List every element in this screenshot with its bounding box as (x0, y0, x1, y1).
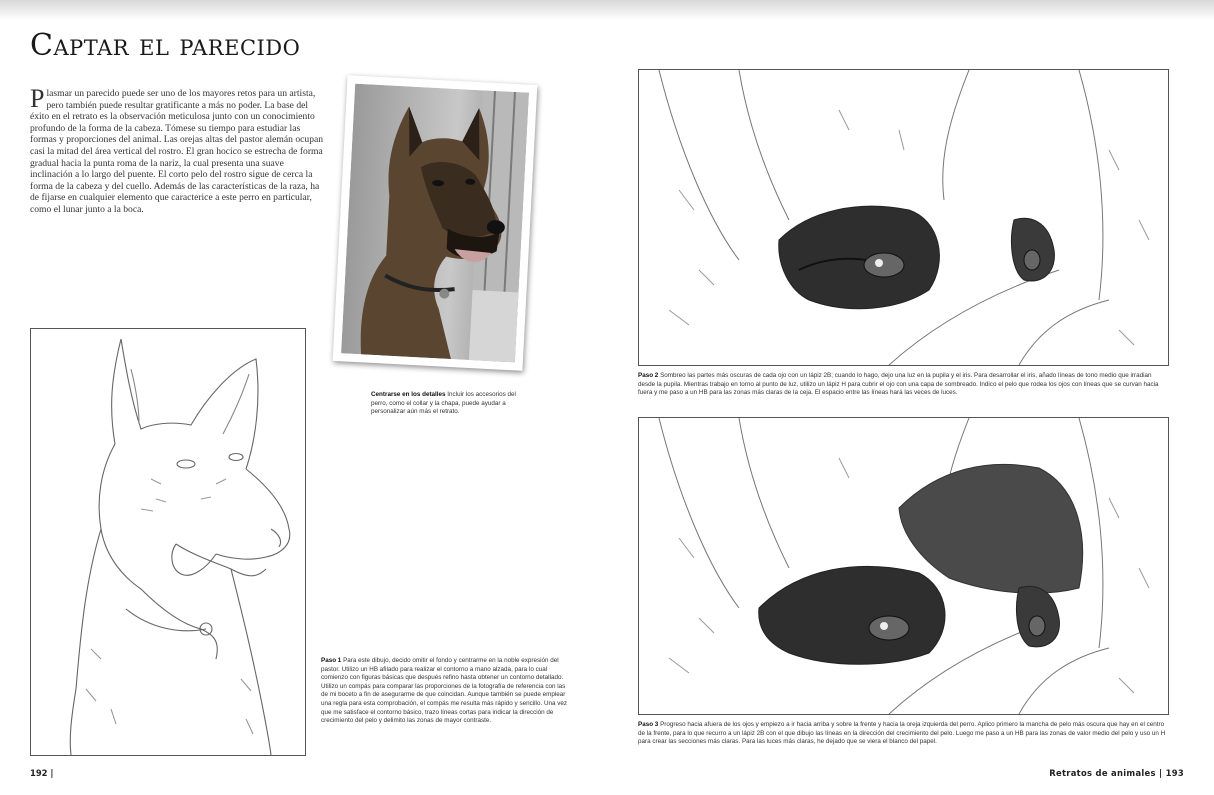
intro-text: lasmar un parecido puede ser uno de los mayores retos para un artista, pero también puede resultar gratificante a más no poder. La base del éxito en el retrato es la observación meticulosa junto con un conocimiento profundo de la forma de la cabeza. Tómese su tiempo para estudiar las formas y proporciones del animal. Las orejas altas del pastor alemán ocupan casi la mitad del área vertical del rostro. El gran hocico se estrecha de forma gradual hacia la punta roma de la nariz, la cual presenta una suave inclinación a lo largo del puente. El corto pelo del rostro sigue de cerca la forma de la cabeza y del cuello. Además de las características de la raza, ha de fijarse en cualquier elemento que caracterice a este perro en particular, como el lunar junto a la boca. (30, 88, 324, 215)
step3-drawing (638, 417, 1169, 715)
intro-paragraph (30, 84, 326, 216)
photo-caption (371, 391, 516, 417)
dog-forehead-shading-illustration (639, 418, 1168, 714)
page-number-right: Retratos de animales | 193 (1049, 768, 1184, 778)
dog-photo-illustration (341, 84, 529, 363)
step1-drawing (30, 328, 306, 756)
photo-caption-label: Centrarse en los detalles (371, 391, 446, 398)
page-title: Captar el parecido (30, 28, 301, 63)
step3-caption (638, 721, 1168, 747)
step1-text: Para este dibujo, decido omitir el fondo y centrarme en la noble expresión del pastor. Utilizo un HB afilado para realizar el contorno a mano alzada, para lo cual comienzo con figuras básicas que después refino hasta obtener un contorno detallado. Utilizo un compás para comparar las proporciones de la fotografía de referencia con las de mi boceto a fin de asegurarme de que coincidan. Aunque también se puede emplear una regla para esta comprobación, el compás me resulta más rápido y sencillo. Una vez que me satisface el contorno básico, trazo líneas cortas para indicar la dirección de crecimiento del pelo y delimito las zonas de mayor contraste. (321, 657, 568, 725)
photo-caption-text: Incluir los accesorios del perro, como el collar y la chapa, puede ayudar a personalizar aún más el retrato. (371, 391, 516, 416)
step3-label: Paso 3 (638, 721, 659, 728)
reference-photo (333, 75, 538, 371)
step1-label: Paso 1 (321, 657, 342, 664)
step2-text: Sombreo las partes más oscuras de cada ojo con un lápiz 2B; cuando lo hago, dejo una luz en la pupila y el iris. Para desarrollar el iris, añado líneas de tono medio que irradian desde la pupila. Mientras trabajo en torno al punto de luz, utilizo un lápiz H para cubrir el ojo con una capa de sombreado. Indico el pelo que rodea los ojos con líneas que se curvan hacia fuera y me paso a un HB para las zonas más claras de la ceja. El espacio entre las líneas hará las veces de luces. (638, 372, 1159, 397)
page-gutter-shadow (0, 0, 1214, 20)
page-number-left: 192 | (30, 768, 54, 778)
step2-caption (638, 372, 1168, 398)
dog-eyes-sketch-illustration (639, 70, 1168, 365)
drop-cap: P (30, 84, 45, 113)
dog-outline-illustration (31, 329, 305, 755)
step3-text: Progreso hacia afuera de los ojos y empiezo a ir hacia arriba y sobre la frente y hacia la oreja izquierda del perro. Aplico primero la mancha de pelo más oscura que hay en el centro de la frente, para lo que recurro a un lápiz 2B con el que dibujo las líneas en la dirección del crecimiento del pelo. Luego me paso a un HB para las zonas de valor medio del pelo y uso un H para crear las secciones más claras. Para las luces más claras, he dejado que se viera el blanco del papel. (638, 721, 1166, 746)
step2-drawing (638, 69, 1169, 366)
step2-label: Paso 2 (638, 372, 659, 379)
step1-caption (321, 657, 574, 726)
